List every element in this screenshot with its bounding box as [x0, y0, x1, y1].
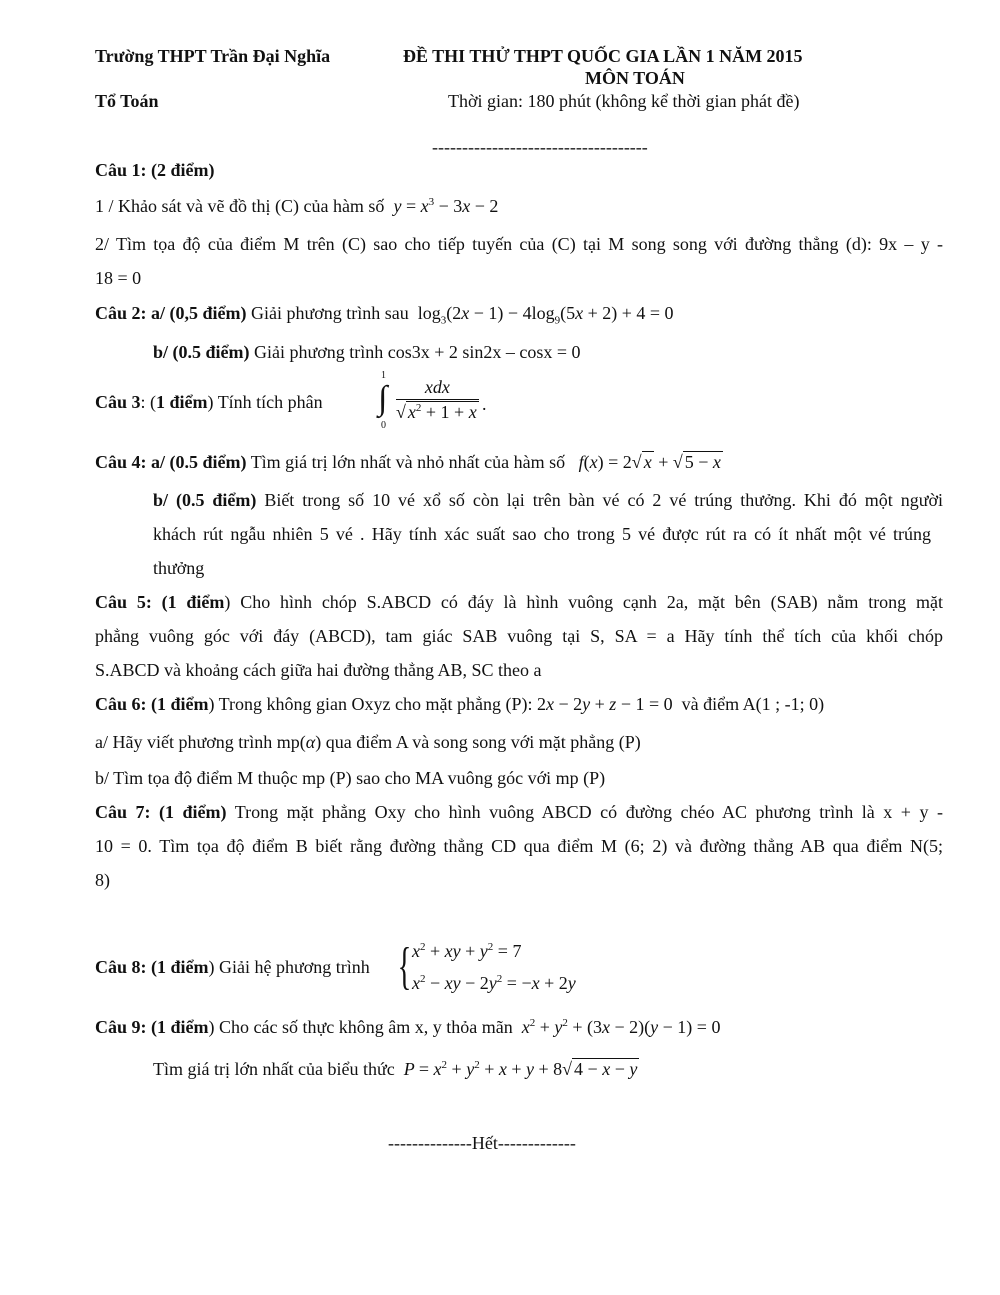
q9-text: ) Cho các số thực không âm x, y thỏa mãn [208, 1017, 513, 1037]
q5-label: Câu 5: (1 điểm [95, 592, 225, 612]
q6-b: b/ Tìm tọa độ điểm M thuộc mp (P) sao cho MA vuông góc với mp (P) [95, 768, 606, 788]
q6-line [95, 692, 824, 716]
q1-label: Câu 1: (2 điểm) [95, 160, 215, 180]
q4-b-line1 [153, 488, 943, 512]
q9-constraint: $x^2 + y^2 + (3x - 2)(y - 1) = 0$ [521, 1017, 721, 1037]
exam-title: ĐỀ THI THỬ THPT QUỐC GIA LẦN 1 NĂM 2015 [403, 46, 803, 66]
q5-text1: ) Cho hình chóp S.ABCD có đáy là hình vuông cạnh 2a, mặt bên (SAB) nằm trong mặt [224, 592, 943, 612]
q4-label: Câu 4: a/ (0.5 điểm) [95, 452, 247, 472]
q8-equation-2: $x^2$ − xy − $2y^2 = -x + 2y$ [412, 973, 576, 993]
q5-line2: phẳng vuông góc với đáy (ABCD), tam giác SAB vuông tại S, SA = a Hãy tính thể tích của khối chóp [95, 626, 943, 646]
q2-a [95, 301, 674, 325]
q3-integral: 1 ∫ 0 xdx √ $x^2 + 1 + x$ . [378, 370, 487, 431]
q4-b-line3: thưởng [153, 558, 205, 578]
q6-label: Câu 6: (1 điểm [95, 694, 209, 714]
q1-function: $y = x^3 - 3x - 2$ [393, 196, 499, 216]
header-separator: ------------------------------------ [432, 137, 648, 157]
q9-line2 [153, 1057, 639, 1081]
q6-alpha: (α) [299, 732, 322, 752]
q9-label: Câu 9: (1 điểm [95, 1017, 209, 1037]
q5-line1 [95, 590, 943, 614]
q3-label: Câu 3 [95, 392, 141, 412]
q4-a [95, 450, 723, 474]
q7-line3: 8) [95, 870, 110, 890]
q7-text1: Trong mặt phẳng Oxy cho hình vuông ABCD có đường chéo AC phương trình là x + y - [234, 802, 943, 822]
q8-line [95, 955, 370, 979]
q4-a-text: Tìm giá trị lớn nhất và nhỏ nhất của hàm số [250, 452, 566, 472]
q6-a-post: qua điểm A và song song với mặt phẳng (P) [325, 732, 641, 752]
q2-b-label: b/ (0.5 điểm) [153, 342, 250, 362]
q4-b-text1: Biết trong số 10 vé xổ số còn lại trên bàn vé có 2 vé trúng thưởng. Khi đó một người [264, 490, 943, 510]
exam-time: Thời gian: 180 phút (không kể thời gian phát đề) [448, 91, 800, 111]
q2-a-equation: $\log_3(2x - 1) - 4\log_9(5x + 2) + 4 = 0$ [417, 303, 674, 327]
q2-b-text: Giải phương trình cos3x + 2 sin2x – cosx = 0 [254, 342, 581, 362]
department-name: Tổ Toán [95, 91, 159, 111]
q4-function: f(x) = 2√ x + √ 5 − x [578, 452, 721, 472]
exam-subject: MÔN TOÁN [585, 68, 685, 88]
q5-line3: S.ABCD và khoảng cách giữa hai đường thẳng AB, SC theo a [95, 660, 542, 680]
q3-line: Câu 3: (1 điểm) Tính tích phân [95, 392, 323, 412]
q7-label: Câu 7: (1 điểm) [95, 802, 227, 822]
q4-b-label: b/ (0.5 điểm) [153, 490, 257, 510]
q6-plane-equation: 2x − 2y + z − 1 = 0 [536, 694, 673, 714]
q9-expression: $P = x^2 + y^2 + x + y + 8√$ 4 − x − y [403, 1059, 638, 1079]
q6-a-pre: a/ Hãy viết phương trình mp [95, 732, 300, 752]
q4-b-line2: khách rút ngẫu nhiên 5 vé . Hãy tính xác suất sao cho trong 5 vé được rút ra có ít nhất một vé trúng [153, 524, 931, 544]
q8-equation-1: $x^2$ + xy + $y^2 = 7$ [412, 941, 522, 961]
q1-part2-line2: 18 = 0 [95, 268, 142, 288]
q8-text: ) Giải hệ phương trình [208, 957, 370, 977]
q2-b [153, 340, 581, 364]
q6-a [95, 730, 641, 754]
q2-label: Câu 2: a/ (0,5 điểm) [95, 303, 247, 323]
q6-text: ) Trong không gian Oxyz cho mặt phẳng (P): [208, 694, 533, 714]
q8-system: { $x^2$ + xy + $y^2 = 7$ $x^2$ − xy − $2y^2 = -x + 2y$ [397, 938, 576, 995]
q2-a-text: Giải phương trình sau [251, 303, 409, 323]
q3-points: 1 điểm [156, 392, 208, 412]
school-name: Trường THPT Trần Đại Nghĩa [95, 46, 331, 66]
q9-line1 [95, 1015, 720, 1039]
end-marker: --------------Hết------------- [388, 1133, 576, 1153]
q1-part2-line1: 2/ Tìm tọa độ của điểm M trên (C) sao cho tiếp tuyến của (C) tại M song song với đường thẳng (d): 9x – y - [95, 234, 943, 254]
q3-text: Tính tích phân [217, 392, 323, 412]
q3-fraction: xdx √ $x^2 + 1 + x$ [396, 377, 477, 422]
q1-part1 [95, 194, 498, 218]
q7-line1 [95, 800, 943, 824]
q6-point: và điểm A(1 ; -1; 0) [681, 694, 825, 714]
q9-line2-text: Tìm giá trị lớn nhất của biểu thức [153, 1059, 395, 1079]
q8-label: Câu 8: (1 điểm [95, 957, 209, 977]
q7-line2: 10 = 0. Tìm tọa độ điểm B biết rằng đường thẳng CD qua điểm M (6; 2) và đường thẳng AB qua điểm N(5; [95, 836, 943, 856]
q1-part1-text: 1 / Khảo sát và vẽ đồ thị (C) của hàm số [95, 196, 385, 216]
